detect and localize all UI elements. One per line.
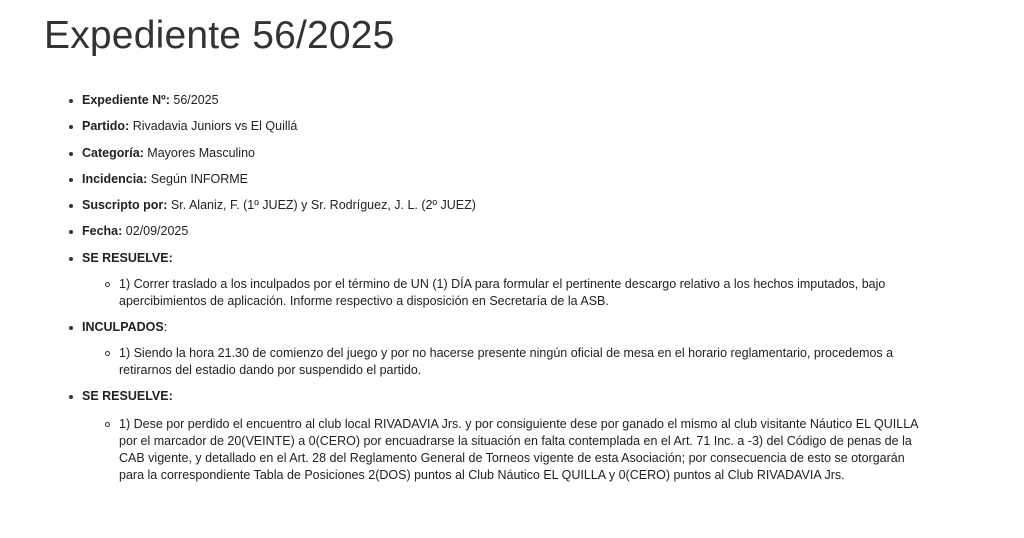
section-item: 1) Dese por perdido el encuentro al club local RIVADAVIA Jrs. y por consiguiente dese por ganado el mismo al club visitante Náutico EL QUILLA por el marcador de 20(VEINTE) a 0(CERO) por encuadrarse la situación en falta contemplada en el Art. 71 Inc. a -3) del Código de penas de la CAB vigente, y detallado en el Art. 28 del Reglamento General de Torneos vigente de esta Asociación; por consecuencia de esto se otorgarán para la correspondiente Tabla de Posiciones 2(DOS) puntos al Club Náutico EL QUILLA y 0(CERO) puntos al Club RIVADAVIA Jrs. <box>119 416 942 484</box>
section-heading: SE RESUELVE: <box>82 250 173 265</box>
detail-value: 56/2025 <box>169 93 219 107</box>
detail-partido <box>82 118 942 135</box>
section-heading-suffix: : <box>163 319 168 334</box>
detail-value: Sr. Alaniz, F. (1º JUEZ) y Sr. Rodríguez, J. L. (2º JUEZ) <box>167 198 476 213</box>
detail-label: Suscripto por: <box>82 198 168 213</box>
detail-label: Fecha: <box>82 224 123 239</box>
detail-value: Mayores Masculino <box>143 145 255 160</box>
detail-incidencia <box>82 171 942 188</box>
section-heading: INCULPADOS <box>82 319 164 334</box>
detail-label: Partido: <box>82 119 130 134</box>
section-items <box>82 276 942 310</box>
section-se-resuelve-2 <box>82 388 942 484</box>
section-item: 1) Siendo la hora 21.30 de comienzo del juego y por no hacerse presente ningún oficial de mesa en el horario reglamentario, procedemos a retirarnos del estadio dando por suspendido el partido. <box>119 345 942 379</box>
section-heading: SE RESUELVE: <box>82 388 173 403</box>
section-items <box>82 345 942 379</box>
section-inculpados <box>82 319 942 379</box>
detail-value: Según INFORME <box>147 171 249 186</box>
section-se-resuelve-1 <box>82 250 942 310</box>
section-item: 1) Correr traslado a los inculpados por el término de UN (1) DÍA para formular el pertinente descargo relativo a los hechos imputados, bajo apercibimientos de aplicación. Informe respectivo a disposición en Secretaría de la ASB. <box>119 276 942 310</box>
detail-label: Expediente Nº: <box>82 93 170 107</box>
detail-label: Incidencia: <box>82 171 148 186</box>
detail-expediente <box>82 92 942 109</box>
detail-suscripto <box>82 197 942 214</box>
detail-value: Rivadavia Juniors vs El Quillá <box>129 119 298 134</box>
detail-categoria <box>82 145 942 162</box>
detail-value: 02/09/2025 <box>122 224 189 239</box>
detail-fecha <box>82 223 942 240</box>
page-title: Expediente 56/2025 <box>44 14 395 57</box>
expediente-details-list <box>0 92 942 493</box>
detail-label: Categoría: <box>82 145 144 160</box>
section-items <box>82 416 942 484</box>
